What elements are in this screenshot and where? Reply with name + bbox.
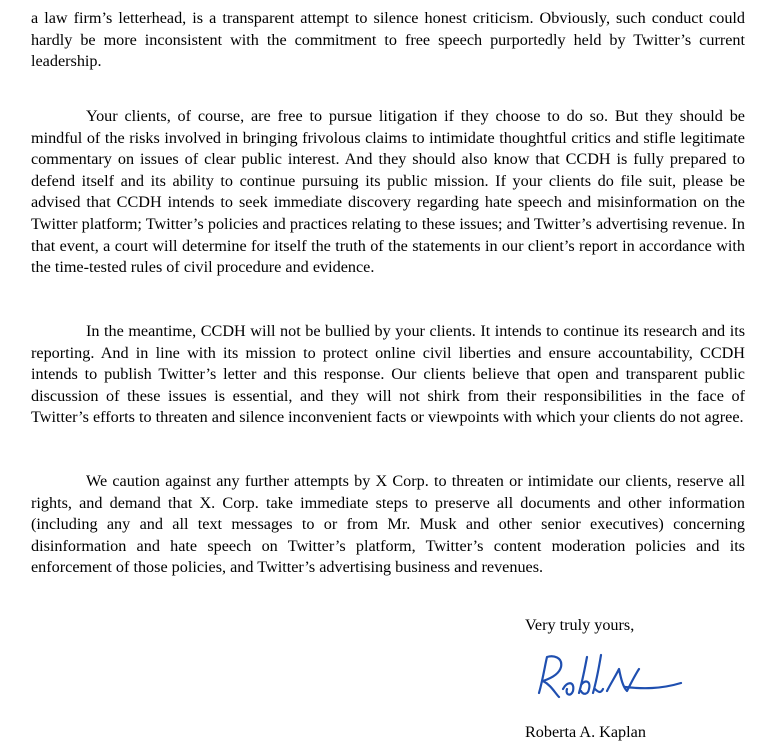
letter-paragraph-4: We caution against any further attempts by X Corp. to threaten or intimidate our clients, reserve all rights, and demand that X. Corp. take immediate steps to preserve all documents and other information (including any and all text messages to or from Mr. Musk and other senior executives) concerning disinformation and hate speech on Twitter’s platform, Twitter’s content moderation policies and its enforcement of those policies, and Twitter’s advertising business and revenues. [31,472,745,577]
signer-name: Roberta A. Kaplan [525,723,646,741]
letter-paragraph-1: a law firm’s letterhead, is a transparent attempt to silence honest criticism. Obviously, such conduct could hardly be more inconsistent with the commitment to free speech purportedly held by Twitter’s current leadership. [31,9,745,71]
letter-closing: Very truly yours, [525,616,635,634]
handwritten-signature [527,649,687,709]
letter-paragraph-3: In the meantime, CCDH will not be bullied by your clients. It intends to continue its research and its reporting. And in line with its mission to protect online civil liberties and ensure accountability, CCDH intends to publish Twitter’s letter and this response. Our clients believe that open and transparent public discussion of these issues is essential, and they will not shirk from their responsibilities in the face of Twitter’s efforts to threaten and silence inconvenient facts or viewpoints with which your clients do not agree. [31,322,745,427]
letter-paragraph-2: Your clients, of course, are free to pursue litigation if they choose to do so. But they should be mindful of the risks involved in bringing frivolous claims to intimidate thoughtful critics and stifle legitimate commentary on issues of clear public interest. And they should also know that CCDH is fully prepared to defend itself and its ability to continue pursuing its public mission. If your clients do file suit, please be advised that CCDH intends to seek immediate discovery regarding hate speech and misinformation on the Twitter platform; Twitter’s policies and practices relating to these issues; and Twitter’s advertising revenue. In that event, a court will determine for itself the truth of the statements in our client’s report in accordance with the time-tested rules of civil procedure and evidence. [31,107,745,277]
